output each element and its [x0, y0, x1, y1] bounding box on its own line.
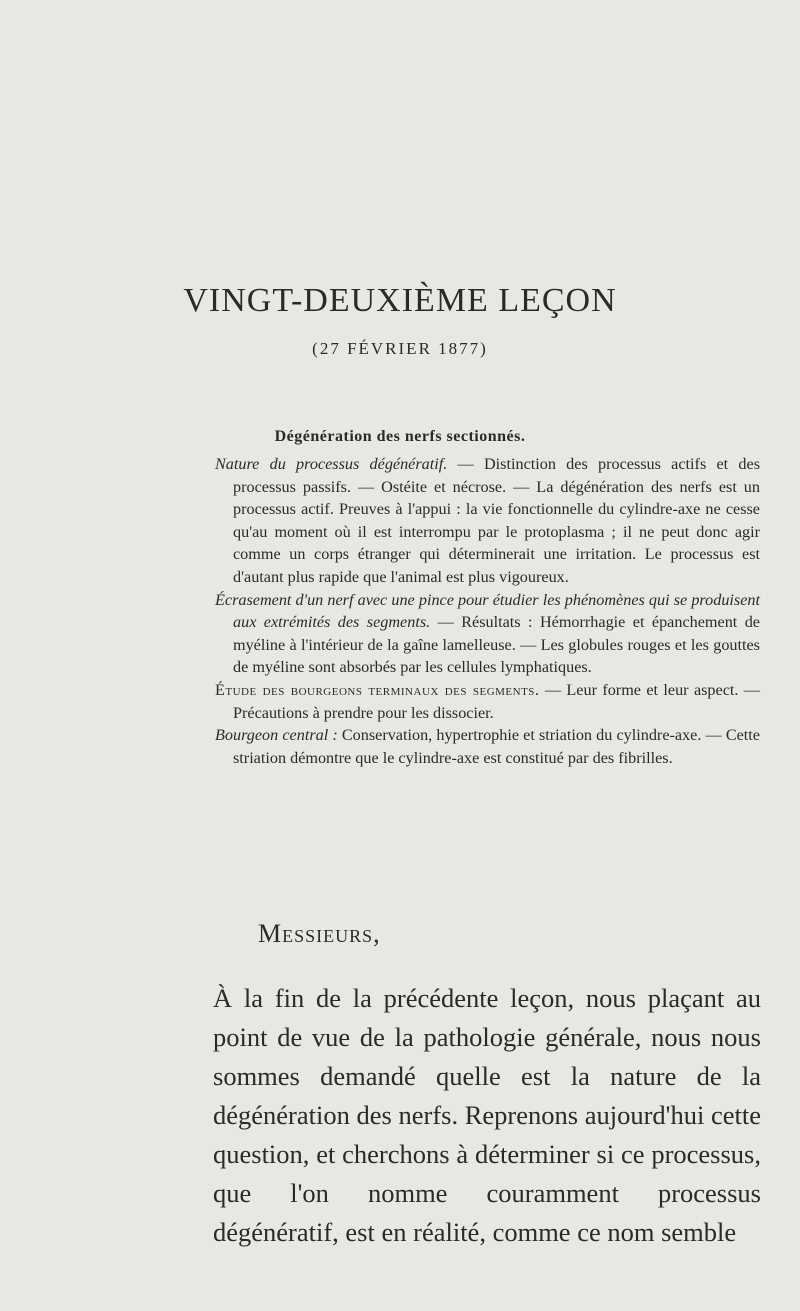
body-paragraph: À la fin de la précédente leçon, nous plaçant au point de vue de la pathologie générale, nous nous sommes demandé quelle est la nature de la dégénération des nerfs. Reprenons aujourd'hui cette question, et cherchons à déterminer si ce processus, que l'on nomme couramment processus dégénératif, est en réalité, comme ce nom semble [213, 983, 761, 1247]
summary-paragraph-3 [215, 679, 760, 724]
lecture-title: VINGT-DEUXIÈME LEÇON [183, 282, 617, 319]
summary-heading-3: Étude des bourgeons terminaux des segments. [215, 680, 540, 699]
lecture-summary [215, 453, 760, 769]
summary-paragraph-2 [215, 589, 760, 679]
summary-heading-4: Bourgeon central : [215, 726, 338, 745]
summary-heading-1: Nature du processus dégénératif. [215, 455, 448, 473]
summary-paragraph-1 [215, 453, 760, 589]
summary-text-1: — Distinction des processus actifs et des processus passifs. — Ostéite et nécrose. — La dégénération des nerfs est un processus actif. Preuves à l'appui : la vie fonctionnelle du cylindre-axe ne cesse qu'au moment où il est interrompu par le protoplasma ; il ne peut donc agir comme un corps étranger qui déterminerait une irritation. Le processus est d'autant plus rapide que l'animal est plus vigoureux. [233, 455, 760, 586]
summary-paragraph-4 [215, 724, 760, 769]
summary-text-2: — Résultats : Hémorrhagie et épanchement de myéline à l'intérieur de la gaîne lamelleuse. — Les globules rouges et les gouttes de myéline sont absorbés par les cellules lymphatiques. [233, 613, 760, 677]
summary-text-4: Conservation, hypertrophie et striation du cylindre-axe. — Cette striation démontre que le cylindre-axe est constitué par des fibrilles. [233, 726, 760, 767]
summary-text-3: — Leur forme et leur aspect. — Précautions à prendre pour les dissocier. [233, 680, 760, 722]
summary-heading-2: Écrasement d'un nerf avec une pince pour étudier les phénomènes qui se produisent aux extrémités des segments. [215, 590, 760, 632]
lecture-date: (27 FÉVRIER 1877) [312, 339, 488, 358]
salutation: Messieurs, [258, 919, 381, 948]
lecture-subject: Dégénération des nerfs sectionnés. [274, 428, 526, 445]
